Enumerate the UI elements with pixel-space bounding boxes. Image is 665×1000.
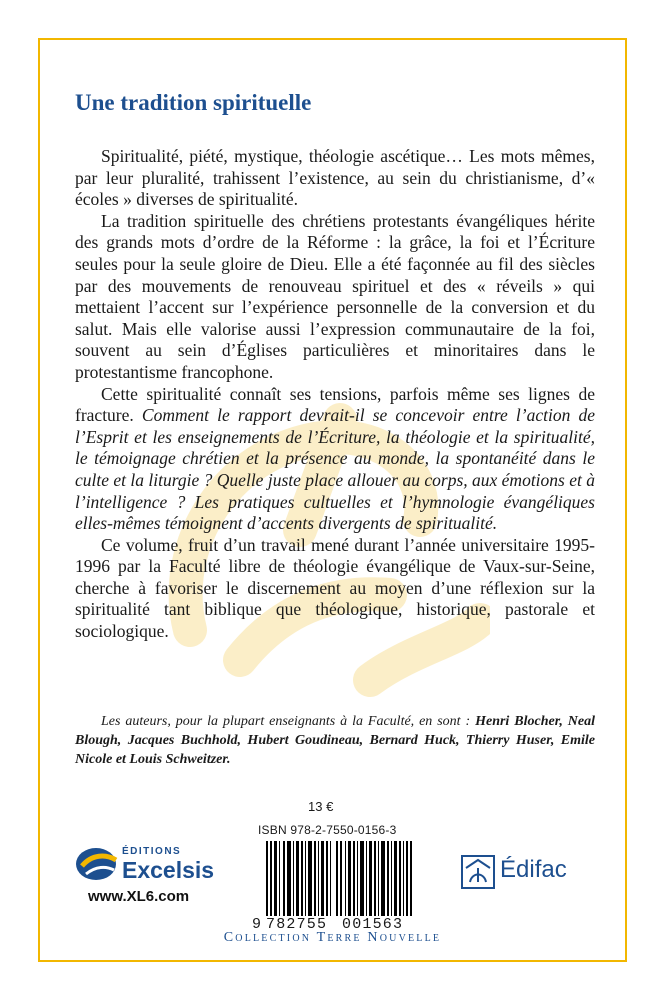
paragraph-2: La tradition spirituelle des chrétiens protestants évangéliques hérite des grands mots d’ordre de la Réforme : la grâce, la foi et l’Écriture seules pour la seule gloire de Dieu. Elle a été façonnée au fil des siècles par des mouvements de renouveau spirituel et des « réveils » qui mettaient l’accent sur l’expérience personnelle de la conversion et du salut. Mais elle valorise aussi l’expression communautaire de la foi, souvent au sein d’Églises particulières et minoritaires dans le protestantisme francophone. (75, 210, 595, 382)
price: 13 € (308, 799, 334, 814)
barcode-first-digit: 9 (252, 916, 263, 933)
paragraph-3-lead: Cette spiritualité connaît ses tensions, parfois même ses lignes de fracture. (75, 383, 595, 426)
edifac-name: Édifac (500, 856, 567, 883)
collection-name: Collection Terre Nouvelle (223, 930, 442, 945)
paragraph-3-italic: Comment le rapport devrait-il se concevoir entre l’action de l’Esprit et les enseignements de l’Écriture, la théologie et la spiritualité, le témoignage chrétien et la présence au monde, la spontanéité dans le culte et la liturgie ? Quelle juste place allouer au corps, aux émotions et à l’intelligence ? Les pratiques cultuelles et l’hymnologie évangéliques elles-mêmes témoignent d’accents divergents de spiritualité. (75, 405, 596, 534)
publisher-name: Excelsis (122, 857, 215, 883)
publisher-website: www.XL6.com (88, 888, 190, 905)
authors-note (75, 712, 595, 769)
body-text (75, 146, 595, 643)
edifac-logo-icon (460, 854, 496, 890)
authors-intro: Les auteurs, pour la plupart enseignants à la Faculté, en sont : (101, 714, 476, 729)
paragraph-4: Ce volume, fruit d’un travail mené durant l’année universitaire 1995-1996 par la Faculté libre de théologie évangélique de Vaux-sur-Seine, cherche à favoriser le discernement au moyen d’une réflexion sur la spiritualité tant biblique que théologique, historique, pastorale et sociologique. (75, 534, 595, 642)
paragraph-1: Spiritualité, piété, mystique, théologie ascétique… Les mots mêmes, par leur pluralité, trahissent l’existence, au sein du christianisme, d’« écoles » diverses de spiritualité. (75, 146, 595, 210)
page-title: Une tradition spirituelle (75, 90, 312, 115)
isbn: ISBN 978-2-7550-0156-3 (258, 823, 397, 837)
publisher-label: ÉDITIONS (122, 846, 182, 857)
paragraph-3 (75, 384, 595, 535)
authors-names: Henri Blocher, Neal Blough, Jacques Buchhold, Hubert Goudineau, Bernard Huck, Thierry Huser, Emile Nicole et Louis Schweitzer. (75, 714, 596, 767)
barcode-group-1: 782755 (266, 916, 328, 933)
barcode-group-2: 001563 (342, 916, 404, 933)
